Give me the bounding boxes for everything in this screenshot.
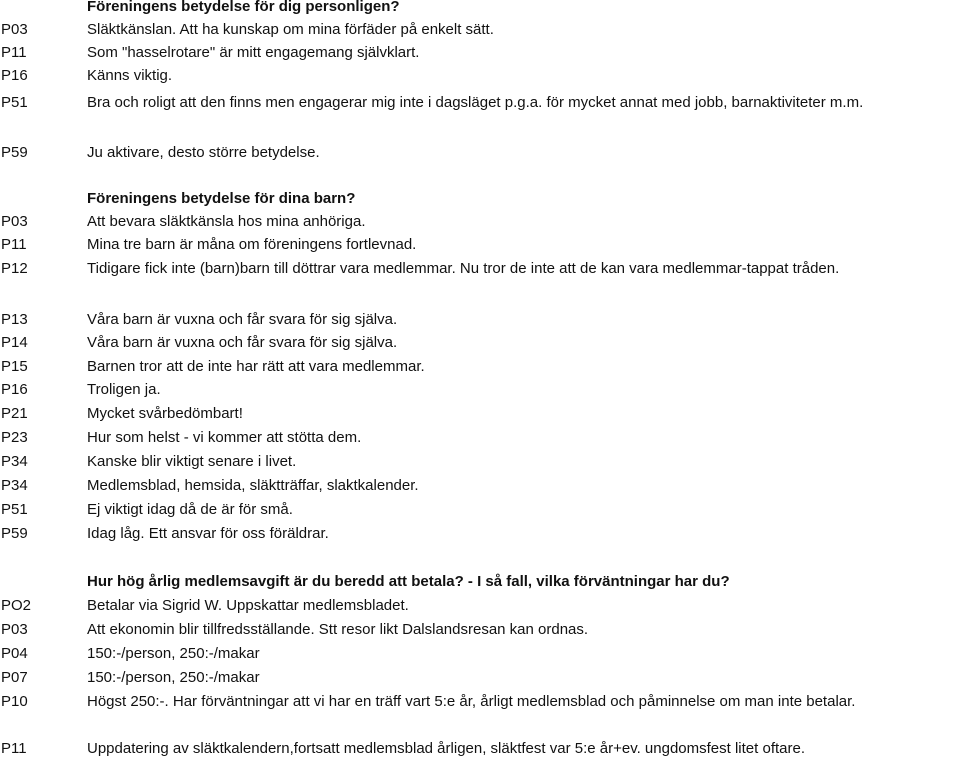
response-text: Betalar via Sigrid W. Uppskattar medlemsbladet. <box>87 597 409 614</box>
respondent-code: P23 <box>1 429 28 446</box>
respondent-code: P21 <box>1 405 28 422</box>
respondent-code: P16 <box>1 381 28 398</box>
list-item <box>0 18 960 41</box>
respondent-code: P12 <box>1 260 28 277</box>
response-text: Våra barn är vuxna och får svara för sig själva. <box>87 311 398 328</box>
list-item <box>0 402 960 425</box>
list-item <box>0 522 960 545</box>
response-text: Troligen ja. <box>87 381 161 398</box>
list-item <box>0 308 960 331</box>
response-text: Våra barn är vuxna och får svara för sig själva. <box>87 334 398 351</box>
list-item <box>0 233 960 256</box>
section-heading: Föreningens betydelse för dina barn? <box>87 190 356 207</box>
respondent-code: P13 <box>1 311 28 328</box>
respondent-code: P59 <box>1 525 28 542</box>
list-item <box>0 618 960 641</box>
response-text: Släktkänslan. Att ha kunskap om mina förfäder på enkelt sätt. <box>87 21 494 38</box>
response-text: Som "hasselrotare" är mitt engagemang självklart. <box>87 44 420 61</box>
section-heading: Hur hög årlig medlemsavgift är du beredd att betala? - I så fall, vilka förväntningar har du? <box>87 573 730 590</box>
list-item <box>0 91 960 114</box>
response-text: Idag låg. Ett ansvar för oss föräldrar. <box>87 525 329 542</box>
list-item <box>0 355 960 378</box>
response-text: Mina tre barn är måna om föreningens fortlevnad. <box>87 236 417 253</box>
list-item <box>0 257 960 280</box>
respondent-code: P10 <box>1 693 28 710</box>
response-text: Ej viktigt idag då de är för små. <box>87 501 293 518</box>
list-item <box>0 331 960 354</box>
response-text: Att ekonomin blir tillfredsställande. Stt resor likt Dalslandsresan kan ordnas. <box>87 621 589 638</box>
respondent-code: PO2 <box>1 597 32 614</box>
respondent-code: P03 <box>1 213 28 230</box>
respondent-code: P11 <box>1 740 27 757</box>
list-item <box>0 450 960 473</box>
list-item <box>0 474 960 497</box>
respondent-code: P04 <box>1 645 28 662</box>
response-text: 150:-/person, 250:-/makar <box>87 669 260 686</box>
respondent-code: P51 <box>1 501 28 518</box>
respondent-code: P07 <box>1 669 28 686</box>
list-item <box>0 666 960 689</box>
list-item <box>0 41 960 64</box>
response-text: Barnen tror att de inte har rätt att vara medlemmar. <box>87 358 425 375</box>
response-text: Mycket svårbedömbart! <box>87 405 243 422</box>
response-text: 150:-/person, 250:-/makar <box>87 645 260 662</box>
respondent-code: P14 <box>1 334 28 351</box>
list-item <box>0 141 960 164</box>
response-text: Att bevara släktkänsla hos mina anhöriga. <box>87 213 366 230</box>
respondent-code: P34 <box>1 477 28 494</box>
list-item <box>0 498 960 521</box>
respondent-code: P03 <box>1 621 28 638</box>
response-text: Kanske blir viktigt senare i livet. <box>87 453 297 470</box>
response-text: Hur som helst - vi kommer att stötta dem. <box>87 429 362 446</box>
section-heading: Föreningens betydelse för dig personligen? <box>87 0 400 15</box>
response-text: Medlemsblad, hemsida, släktträffar, slaktkalender. <box>87 477 419 494</box>
respondent-code: P16 <box>1 67 28 84</box>
response-text: Högst 250:-. Har förväntningar att vi har en träff vart 5:e år, årligt medlemsblad och påminnelse om man inte betalar. <box>87 693 856 710</box>
respondent-code: P15 <box>1 358 28 375</box>
response-text: Ju aktivare, desto större betydelse. <box>87 144 320 161</box>
respondent-code: P11 <box>1 44 27 61</box>
list-item <box>0 210 960 233</box>
respondent-code: P11 <box>1 236 27 253</box>
list-item <box>0 737 960 760</box>
respondent-code: P34 <box>1 453 28 470</box>
respondent-code: P03 <box>1 21 28 38</box>
list-item <box>0 594 960 617</box>
list-item <box>0 642 960 665</box>
response-text: Tidigare fick inte (barn)barn till döttrar vara medlemmar. Nu tror de inte att de kan vara medlemmar-tappat tråden. <box>87 260 840 277</box>
response-text: Bra och roligt att den finns men engagerar mig inte i dagsläget p.g.a. för mycket annat med jobb, barnaktiviteter m.m. <box>87 94 864 111</box>
response-text: Känns viktig. <box>87 67 173 84</box>
list-item <box>0 426 960 449</box>
response-text: Uppdatering av släktkalendern,fortsatt medlemsblad årligen, släktfest var 5:e år+ev. ungdomsfest litet oftare. <box>87 740 806 757</box>
respondent-code: P51 <box>1 94 28 111</box>
respondent-code: P59 <box>1 144 28 161</box>
list-item <box>0 378 960 401</box>
list-item <box>0 64 960 87</box>
list-item <box>0 690 960 713</box>
